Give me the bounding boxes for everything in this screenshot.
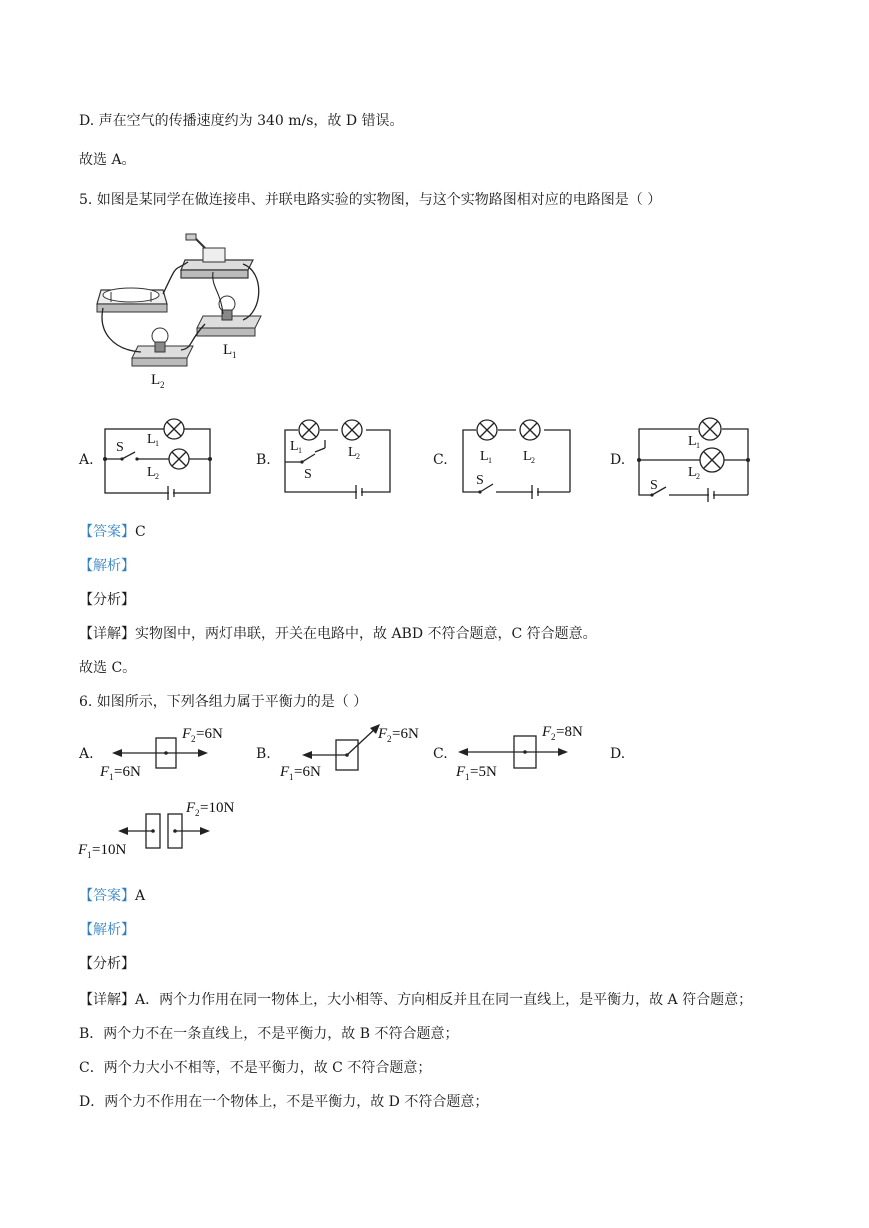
line-d-option: D. 声在空气的传播速度约为 340 m/s，故 D 错误。 bbox=[79, 113, 404, 129]
svg-text:1: 1 bbox=[488, 456, 492, 465]
svg-text:F: F bbox=[186, 800, 196, 816]
svg-text:F: F bbox=[456, 764, 466, 780]
svg-text:2: 2 bbox=[696, 472, 700, 481]
svg-text:1: 1 bbox=[155, 439, 159, 448]
q5-option-b-circuit bbox=[280, 412, 395, 498]
svg-text:2: 2 bbox=[160, 380, 165, 390]
q5-option-c-circuit bbox=[458, 412, 576, 502]
svg-text:F: F bbox=[100, 764, 110, 780]
question-6: 6. 如图所示，下列各组力属于平衡力的是（ ） bbox=[79, 694, 368, 710]
svg-text:S: S bbox=[476, 473, 484, 488]
svg-text:S: S bbox=[650, 478, 658, 493]
svg-text:1: 1 bbox=[289, 772, 294, 782]
q6-option-a-label: A. bbox=[79, 746, 94, 762]
svg-text:=8N: =8N bbox=[556, 724, 583, 740]
svg-text:L: L bbox=[480, 449, 489, 464]
svg-text:L: L bbox=[147, 432, 156, 447]
q6-option-d-figure bbox=[76, 794, 251, 862]
q5-option-d-circuit bbox=[634, 413, 754, 513]
l1-label: L bbox=[223, 342, 233, 358]
svg-text:F: F bbox=[78, 842, 88, 858]
svg-text:=6N: =6N bbox=[114, 764, 141, 780]
svg-text:=10N: =10N bbox=[92, 842, 127, 858]
svg-text:L: L bbox=[688, 465, 697, 480]
svg-text:=6N: =6N bbox=[294, 764, 321, 780]
svg-text:=5N: =5N bbox=[470, 764, 497, 780]
svg-text:2: 2 bbox=[387, 734, 392, 744]
q5-option-d-label: D. bbox=[610, 452, 626, 468]
svg-text:1: 1 bbox=[109, 772, 114, 782]
svg-text:L: L bbox=[523, 449, 532, 464]
svg-text:2: 2 bbox=[531, 456, 535, 465]
q5-choose: 故选 C。 bbox=[79, 660, 137, 676]
svg-text:1: 1 bbox=[87, 850, 92, 860]
q5-answer: 【答案】C bbox=[79, 524, 146, 540]
svg-text:1: 1 bbox=[696, 441, 700, 450]
q5-analysis-heading: 【解析】 bbox=[79, 558, 135, 574]
svg-text:2: 2 bbox=[155, 472, 159, 481]
q5-option-c-label: C. bbox=[433, 452, 448, 468]
q6-detail-b: B．两个力不在一条直线上，不是平衡力，故 B 不符合题意； bbox=[79, 1026, 459, 1042]
q5-option-a-circuit bbox=[100, 415, 215, 497]
svg-text:2: 2 bbox=[191, 734, 196, 744]
q6-fenxi-heading: 【分析】 bbox=[79, 956, 135, 972]
svg-text:2: 2 bbox=[195, 808, 200, 818]
svg-text:1: 1 bbox=[465, 772, 470, 782]
q6-answer: 【答案】A bbox=[79, 888, 146, 904]
l2-label: L bbox=[151, 372, 161, 388]
svg-text:L: L bbox=[348, 445, 357, 460]
svg-text:S: S bbox=[116, 440, 124, 455]
svg-text:L: L bbox=[290, 439, 299, 454]
q6-option-b-label: B. bbox=[256, 746, 271, 762]
svg-text:L: L bbox=[688, 434, 697, 449]
question-5: 5. 如图是某同学在做连接串、并联电路实验的实物图，与这个实物路图相对应的电路图是（ ） bbox=[79, 192, 662, 208]
q6-option-c-figure bbox=[452, 718, 597, 784]
q6-detail-c: C．两个力大小不相等，不是平衡力，故 C 不符合题意； bbox=[79, 1060, 432, 1076]
q6-analysis-heading: 【解析】 bbox=[79, 922, 135, 938]
q6-detail-d: D．两个力不作用在一个物体上，不是平衡力，故 D 不符合题意； bbox=[79, 1094, 489, 1110]
q6-option-a-figure bbox=[98, 718, 223, 784]
svg-text:=6N: =6N bbox=[196, 726, 223, 742]
q5-option-b-label: B. bbox=[256, 452, 271, 468]
q5-physical-circuit-figure bbox=[93, 232, 273, 392]
svg-text:=6N: =6N bbox=[392, 726, 419, 742]
svg-text:1: 1 bbox=[232, 350, 237, 360]
svg-text:2: 2 bbox=[356, 452, 360, 461]
q6-option-d-label: D. bbox=[610, 746, 626, 762]
svg-text:1: 1 bbox=[298, 446, 302, 455]
q5-detail: 【详解】实物图中，两灯串联，开关在电路中，故 ABD 不符合题意，C 符合题意。 bbox=[79, 626, 597, 642]
svg-text:F: F bbox=[378, 726, 388, 742]
svg-text:F: F bbox=[542, 724, 552, 740]
svg-text:S: S bbox=[304, 467, 312, 482]
svg-text:F: F bbox=[182, 726, 192, 742]
svg-text:L: L bbox=[147, 465, 156, 480]
q5-option-a-label: A. bbox=[79, 452, 94, 468]
q6-option-c-label: C. bbox=[433, 746, 448, 762]
q6-detail-a: 【详解】A．两个力作用在同一物体上，大小相等、方向相反并且在同一直线上，是平衡力，故 A 符合题意； bbox=[79, 992, 753, 1008]
q6-option-b-figure bbox=[276, 718, 436, 784]
svg-text:=10N: =10N bbox=[200, 800, 235, 816]
svg-text:2: 2 bbox=[551, 732, 556, 742]
svg-text:F: F bbox=[280, 764, 290, 780]
q5-fenxi-heading: 【分析】 bbox=[79, 592, 135, 608]
line-choose-a: 故选 A。 bbox=[79, 152, 136, 168]
